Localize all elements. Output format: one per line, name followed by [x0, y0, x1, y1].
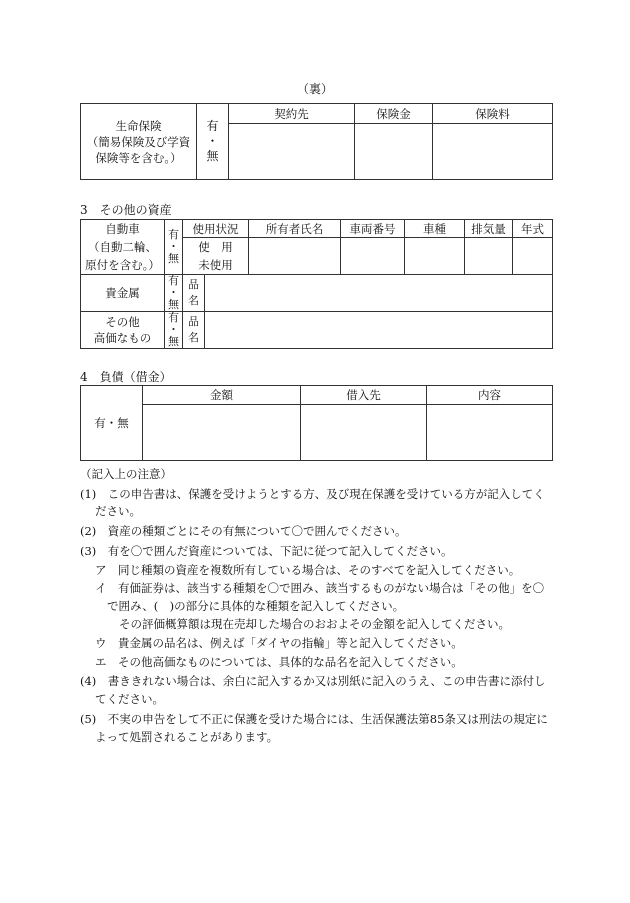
note-3-e: エ その他高価なものについては、具体的な品名を記入してください。	[95, 655, 463, 669]
note-1: (1) この申告書は、保護を受けようとする方、及び現在保護を受けている方が記入してく	[80, 487, 545, 501]
other-assets-table	[80, 219, 553, 349]
header-insurance-amount: 保険金	[355, 104, 433, 124]
usage-not-in-use[interactable]: 未使用	[183, 257, 249, 275]
header-owner-name: 所有者氏名	[249, 220, 341, 238]
other-valuables-umu[interactable]: 有 ・ 無	[165, 312, 183, 349]
debt-umu[interactable]: 有・無	[81, 386, 143, 461]
header-model-year: 年式	[513, 220, 553, 238]
model-year-cell[interactable]	[513, 238, 553, 275]
header-debt-content: 内容	[427, 386, 553, 405]
lender-cell[interactable]	[301, 405, 427, 461]
header-lender: 借入先	[301, 386, 427, 405]
precious-metal-umu[interactable]: 有 ・ 無	[165, 275, 183, 312]
note-4: (4) 書ききれない場合は、余白に記入するか又は別紙に記入のうえ、この申告書に添付し	[80, 674, 546, 688]
note-5-cont: よって処罰されることがあります。	[95, 730, 279, 744]
note-3-i: イ 有価証券は、該当する種類を〇で囲み、該当するものがない場合は「その他」を〇	[95, 581, 545, 595]
debt-content-cell[interactable]	[427, 405, 553, 461]
precious-item-label: 品名	[183, 275, 205, 312]
precious-item-cell[interactable]	[205, 275, 553, 312]
header-car-type: 車種	[405, 220, 465, 238]
header-contractor: 契約先	[229, 104, 355, 124]
note-1-cont: ださい。	[95, 504, 141, 518]
other-item-cell[interactable]	[205, 312, 553, 349]
other-item-label: 品名	[183, 312, 205, 349]
other-valuables-label: その他 高価なもの	[81, 312, 165, 349]
note-3: (3) 有を〇で囲んだ資産については、下記に従つて記入してください。	[80, 544, 453, 558]
vehicle-number-cell[interactable]	[341, 238, 405, 275]
header-usage: 使用状況	[183, 220, 249, 238]
owner-name-cell[interactable]	[249, 238, 341, 275]
section4-heading: 4 負債（借金）	[80, 370, 172, 384]
precious-metal-label: 貴金属	[81, 275, 165, 312]
life-insurance-umu[interactable]: 有 ・ 無	[197, 104, 229, 180]
section3-heading: 3 その他の資産	[80, 203, 172, 217]
header-displacement: 排気量	[465, 220, 513, 238]
note-4-cont: てください。	[95, 692, 164, 706]
debt-amount-cell[interactable]	[143, 405, 301, 461]
note-3-a: ア 同じ種類の資産を複数所有している場合は、そのすべてを記入してください。	[95, 563, 521, 577]
contractor-cell[interactable]	[229, 124, 355, 180]
life-insurance-label: 生命保険 （簡易保険及び学資 保険等を含む。）	[81, 104, 197, 180]
debt-table	[80, 385, 553, 461]
note-3-i-cont: で囲み、( )の部分に具体的な種類を記入してください。	[107, 599, 405, 613]
car-label: 自動車 （自動二輪、 原付を含む。）	[81, 220, 165, 275]
note-3-u: ウ 貴金属の品名は、例えば「ダイヤの指輪」等と記入してください。	[95, 636, 463, 650]
insurance-amount-cell[interactable]	[355, 124, 433, 180]
header-premium: 保険料	[433, 104, 553, 124]
header-debt-amount: 金額	[143, 386, 301, 405]
usage-in-use[interactable]: 使 用	[183, 238, 249, 257]
note-2: (2) 資産の種類ごとにその有無について〇で囲んでください。	[80, 524, 407, 538]
displacement-cell[interactable]	[465, 238, 513, 275]
note-5: (5) 不実の申告をして不正に保護を受けた場合には、生活保護法第85条又は刑法の規定に	[80, 712, 548, 726]
page-title: （裏）	[296, 82, 333, 96]
note-3-i-eval: その評価概算額は現在売却した場合のおおよその金額を記入してください。	[119, 617, 510, 631]
car-type-cell[interactable]	[405, 238, 465, 275]
header-vehicle-number: 車両番号	[341, 220, 405, 238]
life-insurance-table	[80, 103, 553, 180]
notes-title: （記入上の注意）	[80, 467, 172, 481]
car-umu[interactable]: 有 ・ 無	[165, 220, 183, 275]
premium-cell[interactable]	[433, 124, 553, 180]
